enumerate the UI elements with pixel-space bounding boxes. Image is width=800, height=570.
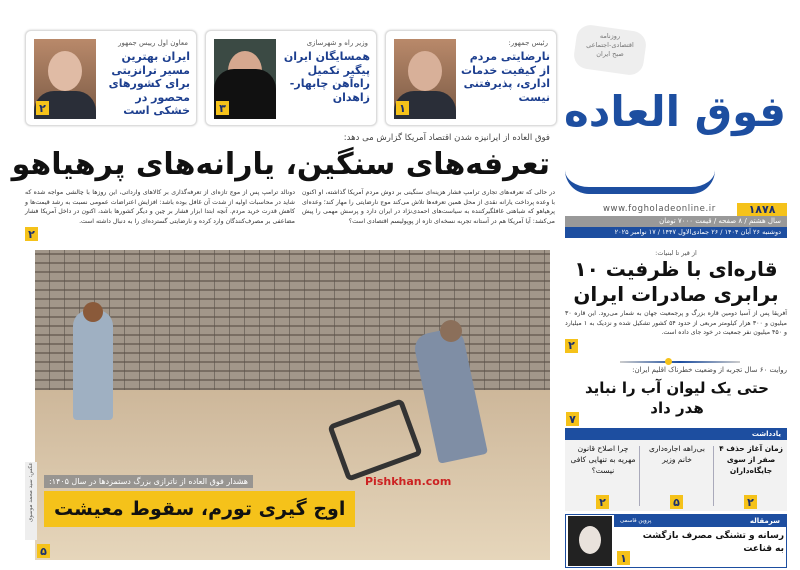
note-item[interactable]: چرا اصلاح قانون مهریه به تنهایی کافی نیست؟ — [570, 444, 636, 475]
top-story-1[interactable] — [385, 30, 557, 126]
water-kicker: روایت ۶۰ سال تجربه از وضعیت خطرناک اقلیم ایران: — [632, 366, 787, 374]
main-body-right: در حالی که تعرفه‌های تجاری ترامپ فشار هزینه‌ای سنگینی بر دوش مردم آمریکا گذاشته، او اکنون با وعده پرداخت یارانه نقدی از محل همین تعرفه‌ها تلاش می‌کند موج نارضایتی را مهار کند؛ وعده‌ای پرهیاهو که شباهتی غافلگیرکننده به سیاست‌های احمدی‌نژاد در ایران دارد و پرسش مهمی را پیش می‌کشد: آیا آمریکا هم در آستانه تجربه نسخه‌ای تازه از پوپولیسم اقتصادی است؟ — [302, 189, 555, 225]
website[interactable]: www.fogholadeonline.ir — [603, 204, 716, 214]
water-headline[interactable]: حتی یک لیوان آب را نباید هدر داد — [585, 379, 769, 417]
editorial-headline[interactable]: رسانه و تشنگی مصرف بازگشت به قناعت — [642, 531, 784, 554]
page-number: ۱ — [396, 101, 409, 115]
logo-text: فوق العاده — [564, 87, 786, 136]
photo-kicker: هشدار فوق العاده از ناترازی بزرگ دستمزدها در سال ۱۴۰۵: — [44, 475, 253, 488]
issue-info: سال هشتم / ۸ صفحه / قیمت ۷۰۰۰ تومان — [565, 216, 787, 227]
top-story-3[interactable] — [25, 30, 197, 126]
top-story-2[interactable] — [205, 30, 377, 126]
africa-body: آفریقا پس از آسیا دومین قاره بزرگ و پرجمعیت جهان به شمار می‌رود. این قاره ۳۰ میلیون و ۳۰۰ هزار کیلومتر مربعی از حدود ۵۴ کشور تشکیل شده و نزدیک به ۱ میلیارد و ۴۵۰ میلیون نفر جمعیت در خود جای داده است. — [565, 310, 787, 336]
main-kicker: فوق العاده از ایرانیزه شدن اقتصاد آمریکا گزارش می دهد: — [343, 133, 550, 143]
issue-date: دوشنبه ۲۶ آبان ۱۴۰۴ / ۲۶ جمادی‌الاول ۱۴۴۷ / ۱۷ نوامبر ۲۰۲۵ — [565, 227, 787, 238]
africa-headline[interactable]: قاره‌ای با ظرفیت ۱۰ برابری صادرات ایران — [573, 257, 779, 306]
story-kicker: وزیر راه و شهرسازی — [306, 39, 368, 47]
story-headline: همسایگان ایران پیگیر تکمیل راه‌آهن چابهار-زاهدان — [283, 50, 370, 104]
editorial-title: سرمقاله — [749, 517, 780, 525]
page-number: ۵ — [670, 495, 683, 509]
page-number: ۲ — [565, 339, 578, 353]
story-headline: نارضایتی مردم از کیفیت خدمات اداری، پذیرفتنی نیست — [461, 50, 550, 104]
story-kicker: رئیس جمهور: — [508, 39, 548, 47]
divider — [620, 361, 740, 363]
page-number: ۱ — [617, 551, 630, 565]
story-headline: ایران بهترین مسیر ترانزیتی برای کشورهای محصور در خشکی است — [108, 50, 190, 117]
page-number: ۲ — [36, 101, 49, 115]
note-item[interactable]: بی‌راهه اجاره‌داری خانم وزیر — [649, 444, 705, 464]
main-body-left: دونالد ترامپ پس از موج تازه‌ای از تعرفه‌گذاری بر کالاهای وارداتی، این روزها با چالشی مواجه شده که شاید در محاسبات اولیه از شدت آن غافل بوده باشد: افزایش اعتراضات عمومی نسبت به رشد قیمت‌ها و کاهش قدرت خرید مردم. آنچه ابتدا ابزار فشار بر چین و دیگر کشورها باشد، اکنون در داخل آمریکا فشار مضاعفی بر مصرف‌کنندگان وارد کرده و نارضایتی گسترده‌ای را به دنبال داشته است. — [25, 189, 295, 225]
photo-credit: عکس: سید محمد موسوی — [25, 462, 37, 540]
divider-dot — [665, 358, 672, 365]
page-number: ۷ — [566, 412, 579, 426]
main-headline[interactable]: تعرفه‌های سنگین، یارانه‌های پرهیاهو — [11, 147, 550, 182]
main-body-left-column — [25, 188, 295, 241]
story-kicker: معاون اول رییس جمهور — [118, 39, 188, 47]
note-item[interactable]: زمان آغاز حذف ۴ صفر از سوی جایگاه‌داران — [719, 444, 783, 475]
page-number: ۲ — [25, 227, 38, 241]
africa-kicker: از قیر تا لبنیات: — [655, 249, 697, 257]
page-number: ۲ — [596, 495, 609, 509]
editorial-bar — [614, 515, 786, 527]
notes-title: یادداشت — [565, 428, 787, 440]
tagline: روزنامه اقتصادی-اجتماعی صبح ایران — [586, 32, 634, 58]
masthead-logo — [565, 20, 790, 198]
page-number: ۳ — [216, 101, 229, 115]
author-photo — [568, 516, 612, 566]
notes-divider — [713, 446, 714, 506]
photo-headline[interactable]: اوج گیری تورم، سقوط معیشت — [44, 491, 355, 527]
editorial-author: پروین قاسمی — [620, 518, 652, 524]
issue-number: ۱۸۷۸ — [737, 203, 787, 216]
africa-story — [565, 249, 787, 353]
page-number: ۵ — [37, 544, 50, 558]
notes-divider — [639, 446, 640, 506]
watermark-logo: Pishkhan.com — [365, 475, 452, 488]
page-number: ۲ — [744, 495, 757, 509]
